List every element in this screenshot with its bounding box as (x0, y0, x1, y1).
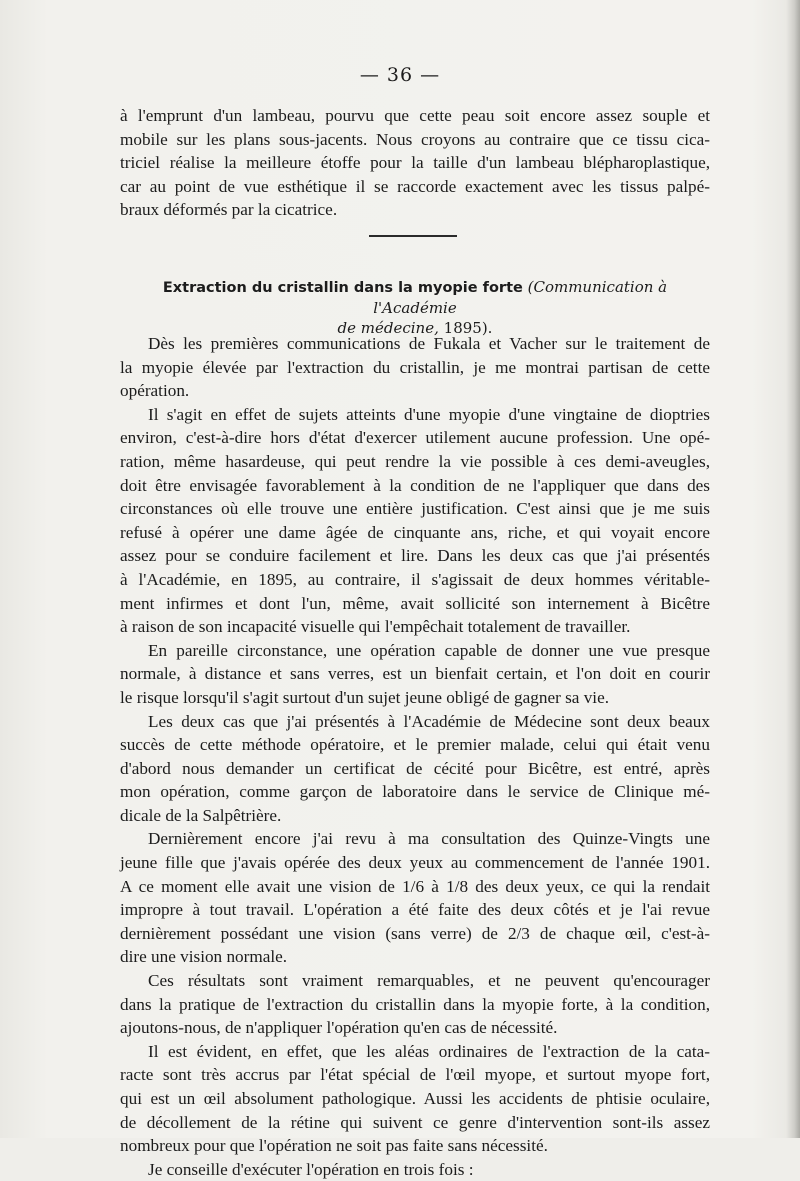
section-year: 1895). (443, 319, 493, 337)
text-line: normale, à distance et sans verres, est un bienfait certain, et l'on doit en courir (120, 664, 710, 684)
paragraph (120, 332, 710, 403)
text-line: jeune fille que j'avais opérée des deux yeux au commencement de l'année 1901. (120, 853, 710, 873)
text-line: mobile sur les plans sous-jacents. Nous croyons au contraire que ce tissu cica- (120, 129, 710, 149)
text-line: le risque lorsqu'il s'agit surtout d'un sujet jeune obligé de gagner sa vie. (120, 687, 610, 707)
text-line: Il s'agit en effet de sujets atteints d'une myopie d'une vingtaine de dioptries (148, 404, 710, 424)
text-line: dans la pratique de l'extraction du cristallin dans la myopie forte, à la condition, (120, 994, 710, 1014)
section-title-note: (Communication à l'Académie (373, 278, 668, 317)
text-line: Il est évident, en effet, que les aléas ordinaires de l'extraction de la cata- (148, 1041, 710, 1061)
text-line: triciel réalise la meilleure étoffe pour la taille d'un lambeau blépharoplastique, (120, 153, 710, 173)
text-line: Les deux cas que j'ai présentés à l'Académie de Médecine sont deux beaux (148, 711, 710, 731)
text-line: d'abord nous demander un certificat de cécité pour Bicêtre, est entré, après (120, 758, 710, 778)
text-line: Ces résultats sont vraiment remarquables, et ne peuvent qu'encourager (148, 971, 710, 991)
text-line: succès de cette méthode opératoire, et le premier malade, celui qui était venu (120, 735, 710, 755)
text-line: ajoutons-nous, de n'appliquer l'opération qu'en cas de nécessité. (120, 1018, 558, 1038)
paragraph (120, 969, 710, 1040)
text-line: assez pour se conduire facilement et lire. Dans les deux cas que j'ai présentés (120, 546, 710, 566)
text-line: Dès les premières communications de Fukala et Vacher sur le traitement de (148, 334, 710, 353)
text-line: dire une vision normale. (120, 947, 288, 967)
section-subtitle: de médecine, (337, 319, 439, 337)
paragraph (120, 403, 710, 639)
text-line: A ce moment elle avait une vision de 1/6 à 1/8 des deux yeux, ce qui la rendait (120, 876, 710, 896)
page-edge-shadow (786, 0, 800, 1138)
paragraph (120, 710, 710, 828)
text-line: mon opération, comme garçon de laboratoire dans le service de Clinique mé- (120, 782, 710, 802)
text-line: ration, même hasardeuse, qui peut rendre la vie possible à ces demi-aveugles, (120, 451, 710, 471)
text-line: doit être envisagée favorablement à la condition de ne l'appliquer que dans des (120, 475, 710, 495)
section-heading (120, 277, 710, 338)
text-line: circonstances où elle trouve une entière justification. C'est ainsi que je me suis (120, 499, 710, 519)
paragraph (120, 827, 710, 969)
text-line: à l'Académie, en 1895, au contraire, il s'agissait de deux hommes véritable- (120, 569, 710, 589)
intro-paragraph (120, 104, 710, 222)
text-line: impropre à tout travail. L'opération a été faite des deux côtés et je l'ai revue (120, 900, 710, 920)
text-line: dicale de la Salpêtrière. (120, 805, 282, 825)
text-line: En pareille circonstance, une opération capable de donner une vue presque (148, 640, 710, 660)
text-line: car au point de vue esthétique il se raccorde exactement avec les tissus palpé- (120, 176, 710, 196)
text-line: braux déformés par la cicatrice. (120, 200, 338, 220)
article-body (120, 332, 710, 1181)
paragraph (120, 1158, 710, 1181)
text-line: de décollement de la rétine qui suivent ce genre d'intervention sont-ils assez (120, 1112, 710, 1132)
text-line: opération. (120, 381, 190, 401)
text-line: refusé à opérer une dame âgée de cinquante ans, riche, et qui voyait encore (120, 522, 710, 542)
text-line: nombreux pour que l'opération ne soit pas faite sans nécessité. (120, 1136, 548, 1156)
text-line: Je conseille d'exécuter l'opération en trois fois : (148, 1159, 474, 1179)
text-line: ment infirmes et dont l'un, même, avait sollicité son internement à Bicêtre (120, 593, 710, 613)
text-line: environ, c'est-à-dire hors d'état d'exercer utilement aucune profession. Une opé- (120, 428, 710, 448)
section-divider (369, 235, 457, 237)
text-line: dernièrement possédant une vision (sans verre) de 2/3 de chaque œil, c'est-à- (120, 923, 710, 943)
paragraph (120, 639, 710, 710)
section-title: Extraction du cristallin dans la myopie forte (162, 280, 523, 296)
text-line: qui est un œil absolument pathologique. Aussi les accidents de phtisie oculaire, (120, 1089, 710, 1108)
text-line: Dernièrement encore j'ai revu à ma consultation des Quinze-Vingts une (148, 829, 710, 849)
text-line: racte sont très accrus par l'état spécial de l'œil myope, et surtout myope fort, (120, 1065, 710, 1085)
section-heading-line-1 (120, 277, 710, 318)
paragraph (120, 1040, 710, 1158)
page-number: — 36 — (359, 64, 441, 86)
text-line: à raison de son incapacité visuelle qui l'empêchait totalement de travailler. (120, 617, 631, 637)
text-line: la myopie élevée par l'extraction du cristallin, je me montrai partisan de cette (120, 357, 710, 377)
text-line: à l'emprunt d'un lambeau, pourvu que cette peau soit encore assez souple et (120, 106, 710, 125)
